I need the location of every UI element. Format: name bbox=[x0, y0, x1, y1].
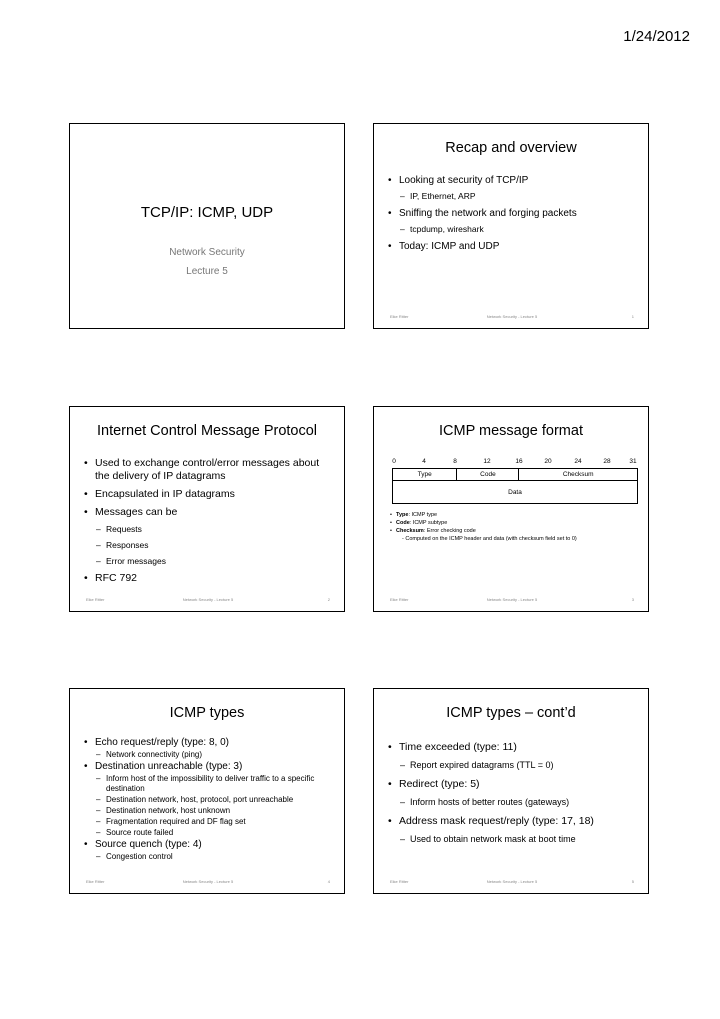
slide-footer bbox=[86, 879, 330, 885]
lecture-number: Lecture 5 bbox=[186, 266, 228, 277]
bullet: • RFC 792 bbox=[84, 572, 334, 585]
sub-bullet: – Destination network, host unknown bbox=[84, 806, 334, 816]
sub-bullet: – Fragmentation required and DF flag set bbox=[84, 817, 334, 827]
slide-footer bbox=[86, 597, 330, 603]
header-row bbox=[393, 469, 637, 481]
field-type: Type bbox=[393, 469, 457, 480]
footer-title: Network Security - Lecture 5 bbox=[182, 597, 234, 602]
sub-bullet: – Inform hosts of better routes (gateways) bbox=[388, 797, 638, 808]
sub-bullet: – IP, Ethernet, ARP bbox=[388, 191, 638, 202]
slide-heading: Internet Control Message Protocol bbox=[96, 423, 318, 439]
footer-page-number: 3 bbox=[631, 597, 634, 602]
footer-page-number: 1 bbox=[631, 314, 634, 319]
note-text: : ICMP type bbox=[408, 512, 438, 518]
course-name: Network Security bbox=[169, 247, 245, 258]
slide-footer bbox=[390, 597, 634, 603]
slide-icmp-intro bbox=[69, 406, 345, 612]
slide-heading: Recap and overview bbox=[445, 140, 577, 156]
bullet: • Messages can be bbox=[84, 506, 334, 519]
slide-body bbox=[84, 457, 334, 590]
bit-label: 4 bbox=[422, 458, 426, 465]
slide-subtitle bbox=[70, 243, 344, 281]
bit-label: 20 bbox=[544, 458, 552, 465]
footer-author: Eike Ritter bbox=[390, 314, 409, 319]
bit-label: 12 bbox=[483, 458, 491, 465]
sub-bullet: – Report expired datagrams (TTL = 0) bbox=[388, 760, 638, 771]
note-sub: - Computed on the ICMP header and data (with checksum field set to 0) bbox=[402, 536, 577, 542]
sub-bullet: – Error messages bbox=[84, 556, 334, 567]
bullet: • Used to exchange control/error messages about the delivery of IP datagrams bbox=[84, 457, 334, 483]
footer-page-number: 5 bbox=[631, 879, 634, 884]
field-data: Data bbox=[508, 488, 522, 496]
bit-label: 0 bbox=[392, 458, 396, 465]
bit-label: 24 bbox=[574, 458, 582, 465]
field-code: Code bbox=[457, 469, 519, 480]
slide-body bbox=[84, 737, 334, 863]
bullet: • Echo request/reply (type: 8, 0) bbox=[84, 737, 334, 749]
sub-bullet: – Congestion control bbox=[84, 852, 334, 862]
bullet: • Time exceeded (type: 11) bbox=[388, 741, 638, 754]
slide-recap bbox=[373, 123, 649, 329]
slide-title-heading: TCP/IP: ICMP, UDP bbox=[140, 204, 274, 221]
footer-title: Network Security - Lecture 5 bbox=[486, 314, 538, 319]
footer-author: Eike Ritter bbox=[86, 879, 105, 884]
slide-heading: ICMP message format bbox=[439, 423, 583, 439]
footer-author: Eike Ritter bbox=[86, 597, 105, 602]
sub-bullet: – Network connectivity (ping) bbox=[84, 750, 334, 760]
note-label: Type bbox=[396, 512, 409, 518]
bullet: • Address mask request/reply (type: 17, 18) bbox=[388, 815, 638, 828]
sub-bullet: – tcpdump, wireshark bbox=[388, 224, 638, 235]
bit-label: 8 bbox=[453, 458, 457, 465]
sub-bullet: – Destination network, host, protocol, port unreachable bbox=[84, 795, 334, 805]
sub-bullet: – Responses bbox=[84, 540, 334, 551]
bullet: • Looking at security of TCP/IP bbox=[388, 174, 638, 187]
sub-bullet: – Source route failed bbox=[84, 828, 334, 838]
slide-footer bbox=[390, 314, 634, 320]
slide-body bbox=[388, 174, 638, 257]
sub-bullet: – Used to obtain network mask at boot time bbox=[388, 834, 638, 845]
page-date: 1/24/2012 bbox=[623, 28, 690, 45]
slide-heading: ICMP types bbox=[169, 705, 245, 721]
bit-label: 16 bbox=[515, 458, 523, 465]
footer-author: Eike Ritter bbox=[390, 597, 409, 602]
bullet: • Encapsulated in IP datagrams bbox=[84, 488, 334, 501]
slide-icmp-types-contd bbox=[373, 688, 649, 894]
field-notes bbox=[390, 511, 640, 543]
note-text: : Error checking code bbox=[423, 528, 476, 534]
note-label: Checksum bbox=[396, 528, 424, 534]
bullet: • Redirect (type: 5) bbox=[388, 778, 638, 791]
bit-ruler bbox=[392, 458, 638, 467]
slide-footer bbox=[390, 879, 634, 885]
footer-title: Network Security - Lecture 5 bbox=[486, 879, 538, 884]
note-code bbox=[390, 519, 640, 527]
slide-icmp-format bbox=[373, 406, 649, 612]
note-label: Code bbox=[396, 520, 410, 526]
bit-label: 31 bbox=[629, 458, 637, 465]
slide-heading: ICMP types – cont’d bbox=[446, 705, 576, 721]
slide-icmp-types bbox=[69, 688, 345, 894]
bullet: • Source quench (type: 4) bbox=[84, 839, 334, 851]
message-format-diagram bbox=[392, 468, 638, 504]
sub-bullet: – Requests bbox=[84, 524, 334, 535]
sub-bullet: – Inform host of the impossibility to deliver traffic to a specific destination bbox=[84, 774, 334, 794]
footer-title: Network Security - Lecture 5 bbox=[486, 597, 538, 602]
bit-label: 28 bbox=[603, 458, 611, 465]
footer-page-number: 4 bbox=[327, 879, 330, 884]
bullet: • Sniffing the network and forging packets bbox=[388, 207, 638, 220]
note-checksum bbox=[390, 527, 640, 535]
slide-title bbox=[69, 123, 345, 329]
slide-body bbox=[388, 741, 638, 852]
footer-author: Eike Ritter bbox=[390, 879, 409, 884]
bullet: • Today: ICMP and UDP bbox=[388, 240, 638, 253]
footer-page-number: 2 bbox=[327, 597, 330, 602]
note-text: : ICMP subtype bbox=[409, 520, 448, 526]
bullet: • Destination unreachable (type: 3) bbox=[84, 761, 334, 773]
note-type bbox=[390, 511, 640, 519]
field-checksum: Checksum bbox=[562, 471, 594, 478]
footer-title: Network Security - Lecture 5 bbox=[182, 879, 234, 884]
